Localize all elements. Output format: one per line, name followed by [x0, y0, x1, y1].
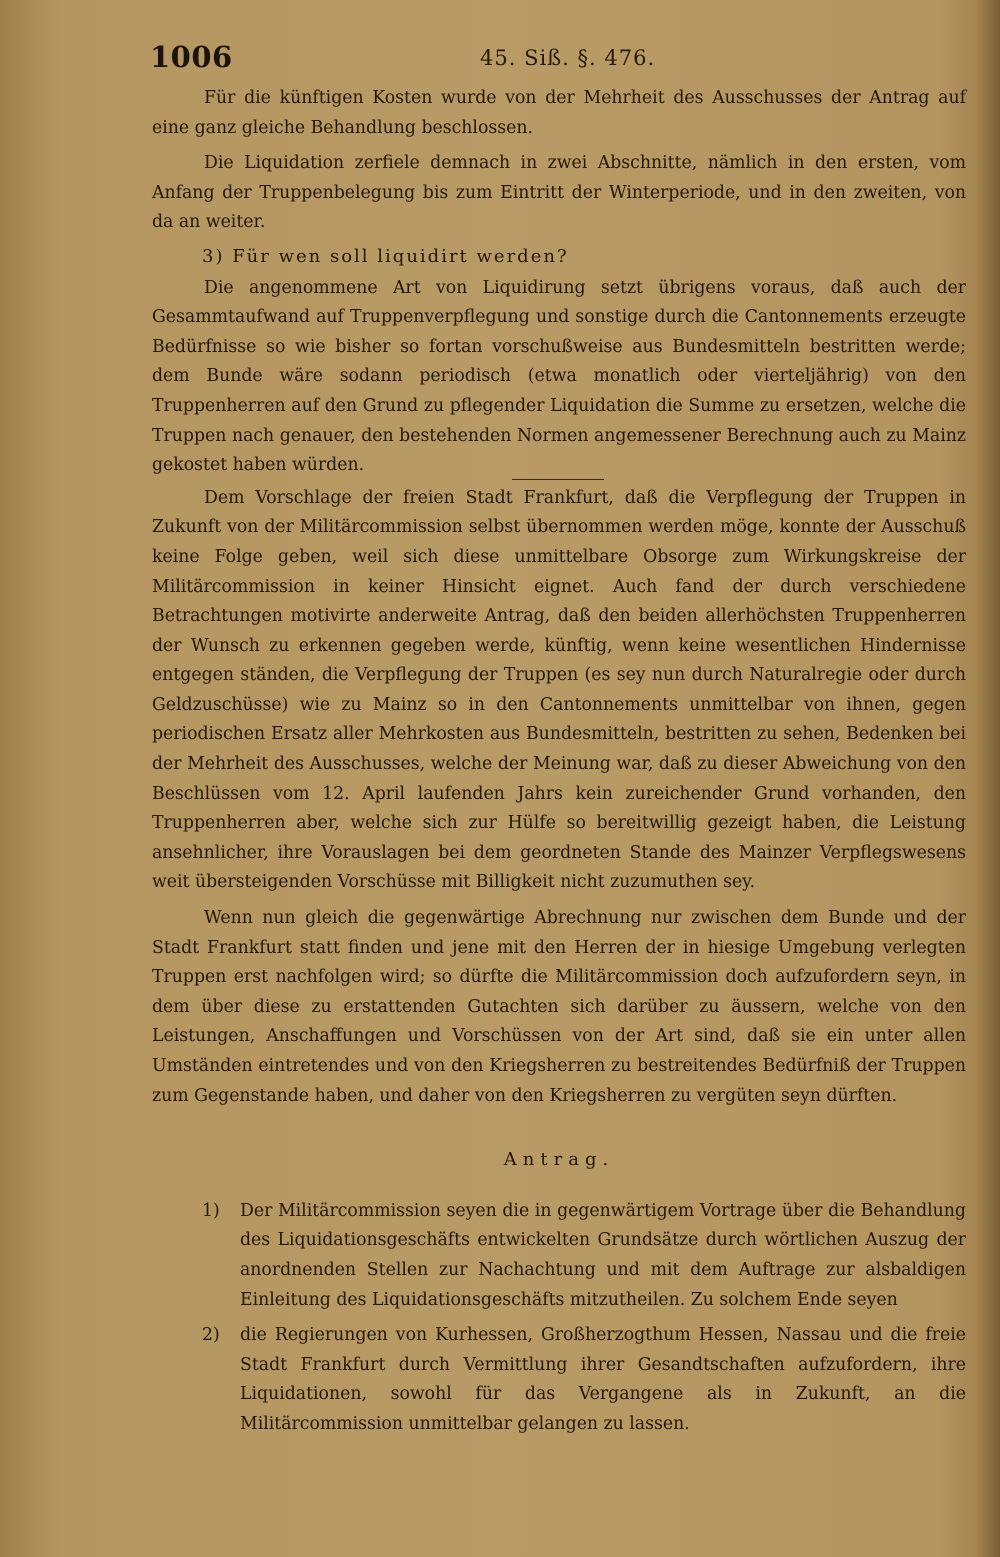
paragraph: Die Liquidation zerfiele demnach in zwei Abschnitte, nämlich in den ersten, vom Anfang der Truppenbelegung bis zum Eintritt der Winterperiode, und in den zweiten, von da an weiter. [152, 153, 966, 233]
paragraph: Wenn nun gleich die gegenwärtige Abrechnung nur zwischen dem Bunde und der Stadt Frankfurt statt finden und jene mit den Herren der in hiesige Umgebung verlegten Truppen erst nachfolgen wird; so dürfte die Militärcommission doch aufzufordern seyn, in dem über diese zu erstattenden Gutachten sich darüber zu äussern, welche von den Leistungen, Anschaffungen und Vorschüssen von der Art sind, daß sie ein unter allen Umständen eintretendes und von den Kriegsherren zu bestreitendes Bedürfniß der Truppen zum Gegenstande haben, und daher von den Kriegsherren zu vergüten seyn dürften. [152, 908, 966, 1106]
list-item-number: 1) [202, 1200, 220, 1221]
page-header [150, 38, 970, 78]
list-item-number: 2) [202, 1325, 220, 1346]
paragraph: Für die künftigen Kosten wurde von der Mehrheit des Ausschusses der Antrag auf eine ganz gleiche Behandlung beschlossen. [152, 88, 966, 138]
page-number: 1006 [150, 40, 233, 74]
paragraph: Die angenommene Art von Liquidirung setzt übrigens voraus, daß auch der Gesammtaufwand auf Truppenverpflegung und sonstige durch die Cantonnements erzeugte Bedürfnisse so wie bisher so fortan vorschußweise aus Bundesmitteln bestritten werde; dem Bunde wäre sodann periodisch (etwa monatlich oder vierteljährig) von den Truppenherren auf den Grund zu pflegender Liquidation die Summe zu ersetzen, welche die Truppen nach genauer, den bestehenden Normen angemessener Berechnung auch zu Mainz gekostet haben würden. [152, 277, 966, 476]
antrag-heading: Antrag. [503, 1149, 615, 1171]
paragraph: Dem Vorschlage der freien Stadt Frankfurt, daß die Verpflegung der Truppen in Zukunft von der Militärcommission selbst übernommen werden möge, konnte der Ausschuß keine Folge geben, weil sich diese unmittelbare Obsorge zum Wirkungskreise der Militärcommission in keiner Hinsicht eignet. Auch fand der durch verschiedene Betrachtungen motivirte anderweite Antrag, daß den beiden allerhöchsten Truppenherren der Wunsch zu erkennen gegeben werde, künftig, wenn keine wesentlichen Hindernisse entgegen ständen, die Verpflegung der Truppen (es sey nun durch Naturalregie oder durch Geldzuschüsse) wie zu Mainz so in den Cantonnements unmittelbar von ihnen, gegen periodischen Ersatz aller Mehrkosten aus Bundesmitteln, bestritten zu sehen, Bedenken bei der Mehrheit des Ausschusses, welche der Meinung war, daß zu dieser Abweichung von den Beschlüssen vom 12. April laufenden Jahrs kein zureichender Grund vorhanden, den Truppenherren aber, welche sich zur Hülfe so bereitwillig gezeigt haben, die Leistung ansehnlicher, ihre Vorauslagen bei dem geordneten Stande des Mainzer Verpflegswesens weit übersteigenden Vorschüsse mit Billigkeit nicht zuzumuthen sey. [152, 487, 966, 893]
separator-rule [512, 479, 604, 480]
page-body [152, 84, 966, 1446]
list-item-text: Der Militärcommission seyen die in gegenwärtigem Vortrage über die Behandlung des Liquidationsgeschäfts entwickelten Grundsätze durch wörtlichen Auszug der anordnenden Stellen zur Nachachtung und mit dem Auftrage zur alsbaldigen Einleitung des Liquidationsgeschäfts mitzutheilen. Zu solchem Ende seyen [240, 1200, 966, 1310]
list-item [202, 1321, 966, 1439]
page-edge-shadow [976, 0, 1000, 1557]
list-item [202, 1197, 966, 1315]
section-heading: 3) Für wen soll liquidirt werden? [202, 245, 569, 267]
list-item-text: die Regierungen von Kurhessen, Großherzogthum Hessen, Nassau und die freie Stadt Frankfurt durch Vermittlung ihrer Gesandtschaften aufzufordern, ihre Liquidationen, sowohl für das Vergangene als in Zukunft, an die Militärcommission unmittelbar gelangen zu lassen. [240, 1325, 966, 1434]
running-head: 45. Siß. §. 476. [480, 46, 656, 70]
antrag-list [202, 1197, 966, 1440]
